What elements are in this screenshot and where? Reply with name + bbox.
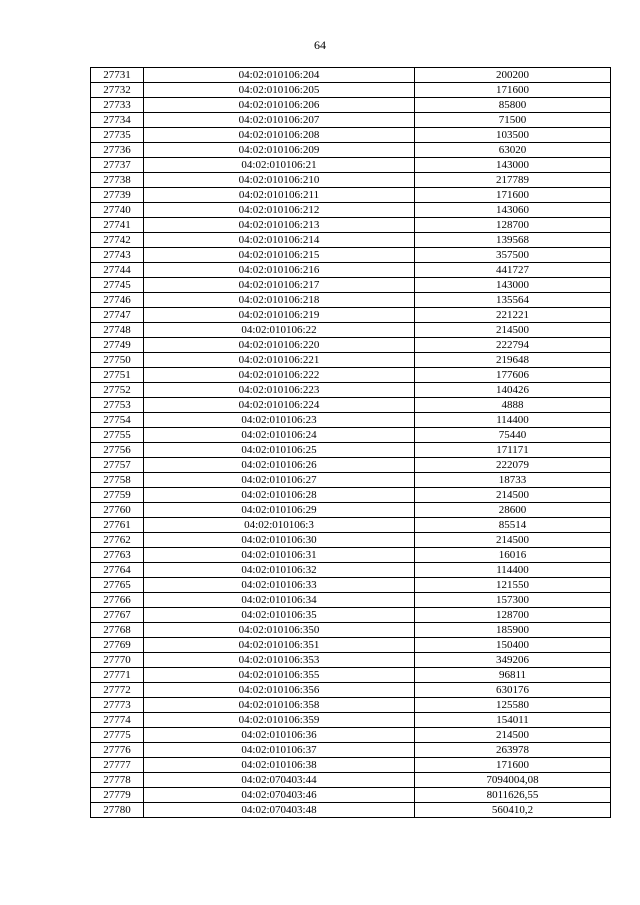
value-cell: 121550: [415, 578, 611, 593]
row-number-cell: 27741: [91, 218, 144, 233]
cadastral-number-cell: 04:02:010106:216: [144, 263, 415, 278]
value-cell: 114400: [415, 413, 611, 428]
cadastral-number-cell: 04:02:010106:32: [144, 563, 415, 578]
row-number-cell: 27758: [91, 473, 144, 488]
row-number-cell: 27753: [91, 398, 144, 413]
row-number-cell: 27762: [91, 533, 144, 548]
cadastral-number-cell: 04:02:010106:3: [144, 518, 415, 533]
row-number-cell: 27749: [91, 338, 144, 353]
row-number-cell: 27765: [91, 578, 144, 593]
row-number-cell: 27774: [91, 713, 144, 728]
row-number-cell: 27738: [91, 173, 144, 188]
value-cell: 143000: [415, 278, 611, 293]
value-cell: 139568: [415, 233, 611, 248]
row-number-cell: 27747: [91, 308, 144, 323]
table-row: [91, 278, 611, 293]
value-cell: 630176: [415, 683, 611, 698]
value-cell: 85514: [415, 518, 611, 533]
table-row: [91, 413, 611, 428]
table-row: [91, 383, 611, 398]
row-number-cell: 27756: [91, 443, 144, 458]
cadastral-number-cell: 04:02:010106:21: [144, 158, 415, 173]
row-number-cell: 27761: [91, 518, 144, 533]
value-cell: 357500: [415, 248, 611, 263]
value-cell: 85800: [415, 98, 611, 113]
table-row: [91, 98, 611, 113]
table-row: [91, 203, 611, 218]
row-number-cell: 27737: [91, 158, 144, 173]
row-number-cell: 27748: [91, 323, 144, 338]
value-cell: 217789: [415, 173, 611, 188]
row-number-cell: 27731: [91, 68, 144, 83]
registry-table-body: [91, 68, 611, 818]
table-row: [91, 758, 611, 773]
row-number-cell: 27755: [91, 428, 144, 443]
value-cell: 143000: [415, 158, 611, 173]
table-row: [91, 503, 611, 518]
table-row: [91, 563, 611, 578]
row-number-cell: 27778: [91, 773, 144, 788]
cadastral-number-cell: 04:02:010106:222: [144, 368, 415, 383]
table-row: [91, 593, 611, 608]
row-number-cell: 27769: [91, 638, 144, 653]
cadastral-number-cell: 04:02:010106:206: [144, 98, 415, 113]
row-number-cell: 27740: [91, 203, 144, 218]
value-cell: 7094004,08: [415, 773, 611, 788]
row-number-cell: 27763: [91, 548, 144, 563]
value-cell: 349206: [415, 653, 611, 668]
table-row: [91, 773, 611, 788]
table-row: [91, 683, 611, 698]
value-cell: 125580: [415, 698, 611, 713]
table-row: [91, 218, 611, 233]
value-cell: 222079: [415, 458, 611, 473]
table-row: [91, 263, 611, 278]
table-row: [91, 338, 611, 353]
cadastral-number-cell: 04:02:010106:36: [144, 728, 415, 743]
row-number-cell: 27745: [91, 278, 144, 293]
row-number-cell: 27777: [91, 758, 144, 773]
cadastral-number-cell: 04:02:010106:33: [144, 578, 415, 593]
table-row: [91, 353, 611, 368]
value-cell: 177606: [415, 368, 611, 383]
cadastral-number-cell: 04:02:010106:27: [144, 473, 415, 488]
cadastral-number-cell: 04:02:010106:220: [144, 338, 415, 353]
value-cell: 560410,2: [415, 803, 611, 818]
row-number-cell: 27733: [91, 98, 144, 113]
table-row: [91, 728, 611, 743]
cadastral-number-cell: 04:02:070403:48: [144, 803, 415, 818]
table-row: [91, 458, 611, 473]
row-number-cell: 27768: [91, 623, 144, 638]
table-row: [91, 443, 611, 458]
row-number-cell: 27751: [91, 368, 144, 383]
value-cell: 200200: [415, 68, 611, 83]
cadastral-number-cell: 04:02:010106:212: [144, 203, 415, 218]
cadastral-number-cell: 04:02:010106:223: [144, 383, 415, 398]
cadastral-number-cell: 04:02:070403:44: [144, 773, 415, 788]
row-number-cell: 27746: [91, 293, 144, 308]
cadastral-number-cell: 04:02:010106:207: [144, 113, 415, 128]
cadastral-number-cell: 04:02:010106:217: [144, 278, 415, 293]
value-cell: 135564: [415, 293, 611, 308]
cadastral-number-cell: 04:02:010106:38: [144, 758, 415, 773]
cadastral-number-cell: 04:02:070403:46: [144, 788, 415, 803]
table-row: [91, 158, 611, 173]
value-cell: 4888: [415, 398, 611, 413]
value-cell: 171600: [415, 83, 611, 98]
cadastral-number-cell: 04:02:010106:356: [144, 683, 415, 698]
table-row: [91, 428, 611, 443]
row-number-cell: 27759: [91, 488, 144, 503]
table-row: [91, 608, 611, 623]
row-number-cell: 27764: [91, 563, 144, 578]
table-row: [91, 368, 611, 383]
cadastral-number-cell: 04:02:010106:221: [144, 353, 415, 368]
cadastral-number-cell: 04:02:010106:29: [144, 503, 415, 518]
cadastral-number-cell: 04:02:010106:28: [144, 488, 415, 503]
value-cell: 71500: [415, 113, 611, 128]
cadastral-number-cell: 04:02:010106:34: [144, 593, 415, 608]
table-row: [91, 653, 611, 668]
row-number-cell: 27767: [91, 608, 144, 623]
value-cell: 28600: [415, 503, 611, 518]
value-cell: 16016: [415, 548, 611, 563]
value-cell: 128700: [415, 608, 611, 623]
table-row: [91, 698, 611, 713]
table-row: [91, 323, 611, 338]
row-number-cell: 27780: [91, 803, 144, 818]
cadastral-number-cell: 04:02:010106:205: [144, 83, 415, 98]
row-number-cell: 27736: [91, 143, 144, 158]
value-cell: 103500: [415, 128, 611, 143]
value-cell: 214500: [415, 533, 611, 548]
page-number: 64: [314, 38, 326, 52]
table-row: [91, 803, 611, 818]
row-number-cell: 27770: [91, 653, 144, 668]
row-number-cell: 27754: [91, 413, 144, 428]
table-row: [91, 638, 611, 653]
value-cell: 221221: [415, 308, 611, 323]
value-cell: 222794: [415, 338, 611, 353]
table-row: [91, 113, 611, 128]
cadastral-number-cell: 04:02:010106:211: [144, 188, 415, 203]
row-number-cell: 27776: [91, 743, 144, 758]
cadastral-number-cell: 04:02:010106:25: [144, 443, 415, 458]
cadastral-number-cell: 04:02:010106:224: [144, 398, 415, 413]
cadastral-number-cell: 04:02:010106:209: [144, 143, 415, 158]
table-row: [91, 713, 611, 728]
table-row: [91, 173, 611, 188]
row-number-cell: 27757: [91, 458, 144, 473]
row-number-cell: 27752: [91, 383, 144, 398]
cadastral-number-cell: 04:02:010106:219: [144, 308, 415, 323]
cadastral-number-cell: 04:02:010106:210: [144, 173, 415, 188]
value-cell: 154011: [415, 713, 611, 728]
row-number-cell: 27743: [91, 248, 144, 263]
value-cell: 96811: [415, 668, 611, 683]
row-number-cell: 27734: [91, 113, 144, 128]
row-number-cell: 27766: [91, 593, 144, 608]
row-number-cell: 27760: [91, 503, 144, 518]
value-cell: 214500: [415, 488, 611, 503]
table-row: [91, 143, 611, 158]
cadastral-number-cell: 04:02:010106:358: [144, 698, 415, 713]
value-cell: 157300: [415, 593, 611, 608]
table-row: [91, 68, 611, 83]
cadastral-number-cell: 04:02:010106:218: [144, 293, 415, 308]
cadastral-number-cell: 04:02:010106:214: [144, 233, 415, 248]
row-number-cell: 27772: [91, 683, 144, 698]
value-cell: 171171: [415, 443, 611, 458]
table-row: [91, 548, 611, 563]
table-row: [91, 533, 611, 548]
value-cell: 441727: [415, 263, 611, 278]
cadastral-number-cell: 04:02:010106:208: [144, 128, 415, 143]
table-row: [91, 623, 611, 638]
value-cell: 219648: [415, 353, 611, 368]
cadastral-number-cell: 04:02:010106:359: [144, 713, 415, 728]
cadastral-number-cell: 04:02:010106:26: [144, 458, 415, 473]
row-number-cell: 27739: [91, 188, 144, 203]
cadastral-number-cell: 04:02:010106:24: [144, 428, 415, 443]
value-cell: 150400: [415, 638, 611, 653]
table-row: [91, 788, 611, 803]
row-number-cell: 27773: [91, 698, 144, 713]
cadastral-number-cell: 04:02:010106:30: [144, 533, 415, 548]
cadastral-number-cell: 04:02:010106:350: [144, 623, 415, 638]
value-cell: 171600: [415, 188, 611, 203]
cadastral-number-cell: 04:02:010106:37: [144, 743, 415, 758]
row-number-cell: 27742: [91, 233, 144, 248]
row-number-cell: 27750: [91, 353, 144, 368]
table-row: [91, 398, 611, 413]
cadastral-number-cell: 04:02:010106:353: [144, 653, 415, 668]
row-number-cell: 27744: [91, 263, 144, 278]
table-row: [91, 578, 611, 593]
cadastral-number-cell: 04:02:010106:213: [144, 218, 415, 233]
value-cell: 143060: [415, 203, 611, 218]
row-number-cell: 27732: [91, 83, 144, 98]
table-row: [91, 188, 611, 203]
value-cell: 140426: [415, 383, 611, 398]
value-cell: 8011626,55: [415, 788, 611, 803]
cadastral-number-cell: 04:02:010106:22: [144, 323, 415, 338]
value-cell: 128700: [415, 218, 611, 233]
table-row: [91, 668, 611, 683]
table-row: [91, 308, 611, 323]
row-number-cell: 27775: [91, 728, 144, 743]
cadastral-number-cell: 04:02:010106:31: [144, 548, 415, 563]
value-cell: 75440: [415, 428, 611, 443]
table-row: [91, 518, 611, 533]
value-cell: 171600: [415, 758, 611, 773]
value-cell: 214500: [415, 728, 611, 743]
row-number-cell: 27771: [91, 668, 144, 683]
cadastral-number-cell: 04:02:010106:215: [144, 248, 415, 263]
row-number-cell: 27779: [91, 788, 144, 803]
table-row: [91, 83, 611, 98]
registry-table: [90, 67, 611, 818]
value-cell: 114400: [415, 563, 611, 578]
table-row: [91, 248, 611, 263]
cadastral-number-cell: 04:02:010106:35: [144, 608, 415, 623]
table-row: [91, 473, 611, 488]
table-row: [91, 488, 611, 503]
value-cell: 63020: [415, 143, 611, 158]
cadastral-number-cell: 04:02:010106:204: [144, 68, 415, 83]
cadastral-number-cell: 04:02:010106:351: [144, 638, 415, 653]
value-cell: 185900: [415, 623, 611, 638]
value-cell: 214500: [415, 323, 611, 338]
value-cell: 18733: [415, 473, 611, 488]
table-row: [91, 128, 611, 143]
value-cell: 263978: [415, 743, 611, 758]
table-row: [91, 743, 611, 758]
cadastral-number-cell: 04:02:010106:355: [144, 668, 415, 683]
cadastral-number-cell: 04:02:010106:23: [144, 413, 415, 428]
table-row: [91, 233, 611, 248]
table-row: [91, 293, 611, 308]
row-number-cell: 27735: [91, 128, 144, 143]
